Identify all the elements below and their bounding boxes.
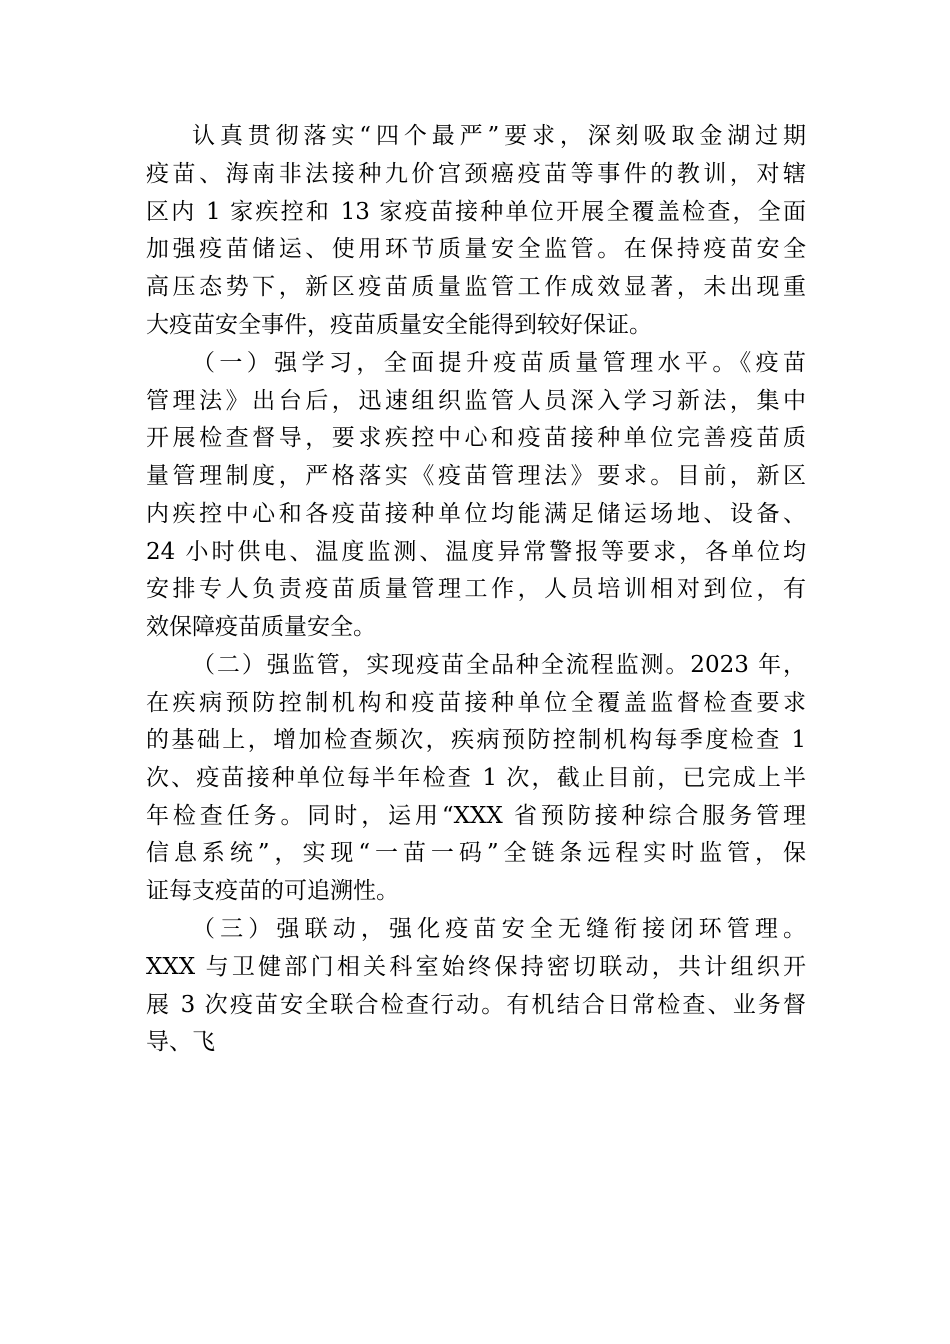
text-line: 在疾病预防控制机构和疫苗接种单位全覆盖监督检查要求 [146,690,806,716]
text-line: 加强疫苗储运、使用环节质量安全监管。在保持疫苗安全 [146,236,806,262]
text-line: 证每支疫苗的可追溯性。 [146,878,399,904]
text-line: 安排专人负责疫苗质量管理工作，人员培训相对到位，有 [146,576,806,602]
text-line: 大疫苗安全事件，疫苗质量安全能得到较好保证。 [146,312,652,338]
text-line: 24 小时供电、温度监测、温度异常警报等要求，各单位均 [146,539,806,565]
text-line: 内疾控中心和各疫苗接种单位均能满足储运场地、设备、 [146,501,806,527]
text-line: XXX 与卫健部门相关科室始终保持密切联动，共计组织开 [146,954,806,980]
text-line: 效保障疫苗质量安全。 [146,614,376,640]
text-line: （三）强联动，强化疫苗安全无缝衔接闭环管理。 [192,916,806,942]
text-line: 导、飞 [146,1029,215,1055]
text-line: 区内 1 家疾控和 13 家疫苗接种单位开展全覆盖检查，全面 [146,199,806,225]
text-line: 认真贯彻落实“四个最严”要求，深刻吸取金湖过期 [192,123,806,149]
text-line: 信息系统”，实现“一苗一码”全链条远程实时监管，保 [146,840,806,866]
text-line: 量管理制度，严格落实《疫苗管理法》要求。目前，新区 [146,463,806,489]
text-line: 的基础上，增加检查频次，疾病预防控制机构每季度检查 1 [146,727,806,753]
text-line: 次、疫苗接种单位每半年检查 1 次，截止目前，已完成上半 [146,765,806,791]
text-line: 开展检查督导，要求疾控中心和疫苗接种单位完善疫苗质 [146,425,806,451]
text-line: 展 3 次疫苗安全联合检查行动。有机结合日常检查、业务督 [146,992,806,1018]
text-line: （二）强监管，实现疫苗全品种全流程监测。2023 年， [192,652,806,678]
text-line: 管理法》出台后，迅速组织监管人员深入学习新法，集中 [146,388,806,414]
text-line: 高压态势下，新区疫苗质量监管工作成效显著，未出现重 [146,274,806,300]
text-line: 年检查任务。同时，运用“XXX 省预防接种综合服务管理 [146,803,806,829]
text-line: （一）强学习，全面提升疫苗质量管理水平。《疫苗 [192,350,806,376]
text-line: 疫苗、海南非法接种九价宫颈癌疫苗等事件的教训，对辖 [146,161,806,187]
